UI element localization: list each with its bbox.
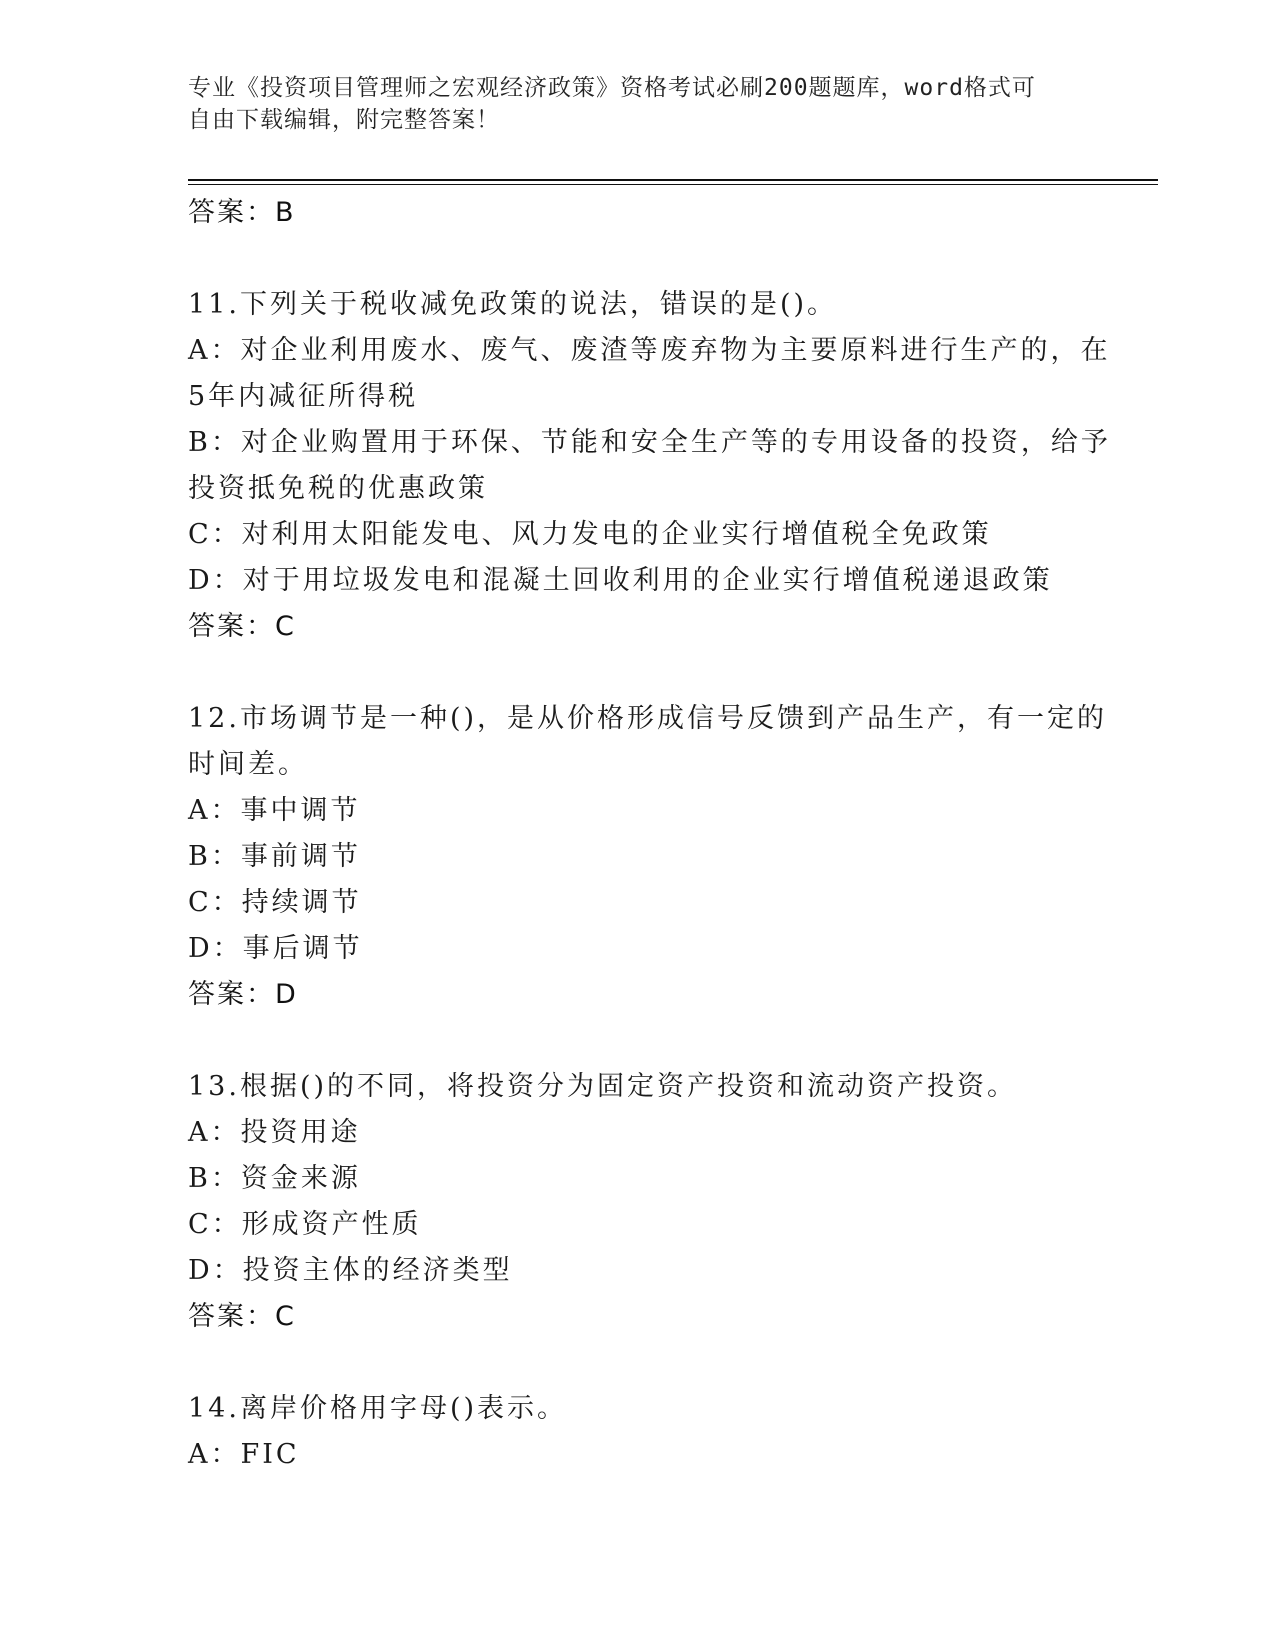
option-a-continued: 5年内减征所得税 [188, 381, 419, 412]
previous-answer: 答案：B [188, 197, 296, 228]
header-line-1: 专业《投资项目管理师之宏观经济政策》资格考试必刷200题题库，word格式可 [188, 75, 1036, 101]
spacer [188, 1340, 1088, 1386]
answer: 答案：C [188, 611, 296, 642]
option-b: B：资金来源 [188, 1163, 361, 1194]
option-b-continued: 投资抵免税的优惠政策 [188, 473, 488, 504]
question-stem: 14.离岸价格用字母()表示。 [188, 1393, 568, 1424]
option-d: D：对于用垃圾发电和混凝土回收利用的企业实行增值税递退政策 [188, 565, 1053, 596]
spacer [188, 236, 1088, 282]
option-c: C：持续调节 [188, 887, 362, 918]
spacer [188, 650, 1088, 696]
option-a: A：事中调节 [188, 795, 361, 826]
header-line-2: 自由下载编辑，附完整答案！ [188, 107, 500, 133]
answer: 答案：C [188, 1301, 296, 1332]
header-rule-thin [188, 184, 1158, 185]
question-stem: 13.根据()的不同，将投资分为固定资产投资和流动资产投资。 [188, 1071, 1018, 1102]
question-content [188, 190, 1111, 1478]
question-block [188, 1386, 1088, 1478]
option-c: C：对利用太阳能发电、风力发电的企业实行增值税全免政策 [188, 519, 992, 550]
question-stem: 12.市场调节是一种()，是从价格形成信号反馈到产品生产，有一定的 [188, 703, 1108, 734]
option-b: B：事前调节 [188, 841, 361, 872]
page-header [188, 72, 1088, 136]
option-c: C：形成资产性质 [188, 1209, 422, 1240]
option-b: B：对企业购置用于环保、节能和安全生产等的专用设备的投资，给予 [188, 427, 1111, 458]
question-block [188, 1064, 1088, 1340]
option-a: A：FIC [188, 1439, 300, 1470]
question-block [188, 696, 1108, 1018]
question-stem-continued: 时间差。 [188, 749, 308, 780]
option-d: D：事后调节 [188, 933, 363, 964]
option-a: A：投资用途 [188, 1117, 361, 1148]
question-stem: 11.下列关于税收减免政策的说法，错误的是()。 [188, 289, 838, 320]
spacer [188, 1018, 1088, 1064]
option-a: A：对企业利用废水、废气、废渣等废弃物为主要原料进行生产的，在 [188, 335, 1111, 366]
answer: 答案：D [188, 979, 298, 1010]
question-block [188, 282, 1111, 650]
option-d: D：投资主体的经济类型 [188, 1255, 513, 1286]
header-rule-thick [188, 179, 1158, 181]
